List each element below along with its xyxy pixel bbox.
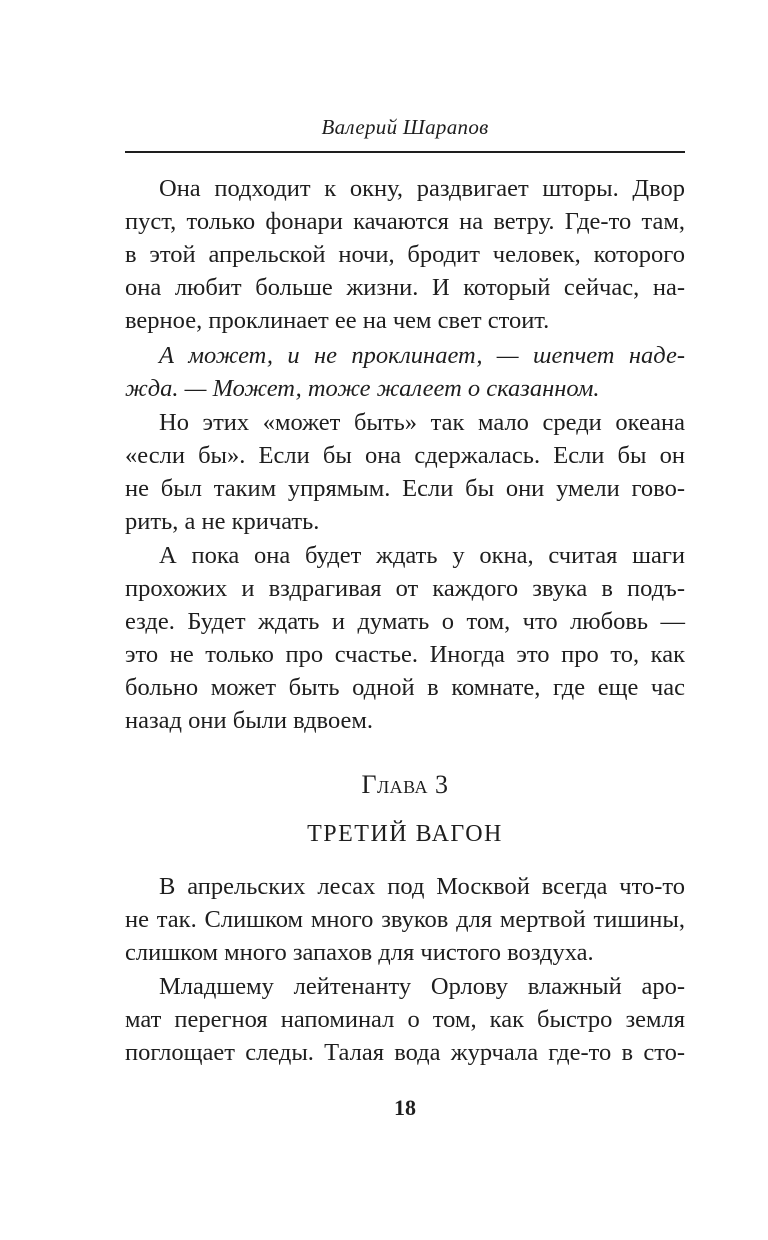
text-line: поглощает следы. Талая вода журчала где-то в сто- xyxy=(125,1039,685,1066)
text-line-italic: А может, и не проклинает, — шепчет наде- xyxy=(159,342,685,369)
text-line: Младшему лейтенанту Орлову влажный аро- xyxy=(159,973,685,1000)
text-line: не так. Слишком много звуков для мертвой тишины, xyxy=(125,906,685,933)
text-line: «если бы». Если бы она сдержалась. Если бы он xyxy=(125,442,685,469)
text-line: рить, а не кричать. xyxy=(125,508,320,535)
page-number: 18 xyxy=(394,1095,416,1120)
text-line: Но этих «может быть» так мало среди океана xyxy=(159,409,685,436)
text-line: это не только про счастье. Иногда это про то, как xyxy=(125,641,685,668)
text-line: езде. Будет ждать и думать о том, что любовь — xyxy=(125,608,685,635)
running-head-author: Валерий Шарапов xyxy=(321,115,489,139)
text-line-italic: жда. — Может, тоже жалеет о сказанном. xyxy=(125,375,600,402)
text-line: не был таким упрямым. Если бы они умели гово- xyxy=(125,475,685,502)
text-line: в этой апрельской ночи, бродит человек, которого xyxy=(125,241,685,268)
chapter-label: Глава 3 xyxy=(361,770,449,799)
text-line: слишком много запахов для чистого воздуха. xyxy=(125,939,594,966)
text-line: назад они были вдвоем. xyxy=(125,707,373,734)
header-rule xyxy=(125,151,685,153)
text-line: Она подходит к окну, раздвигает шторы. Двор xyxy=(159,175,685,202)
text-line: верное, проклинает ее на чем свет стоит. xyxy=(125,307,550,334)
text-line: прохожих и вздрагивая от каждого звука в подъ- xyxy=(125,575,685,602)
text-line: В апрельских лесах под Москвой всегда что-то xyxy=(159,873,685,900)
text-line: А пока она будет ждать у окна, считая шаги xyxy=(159,542,685,569)
chapter-title: ТРЕТИЙ ВАГОН xyxy=(307,821,503,847)
text-line: мат перегноя напоминал о том, как быстро земля xyxy=(125,1006,685,1033)
text-line: больно может быть одной в комнате, где еще час xyxy=(125,674,685,701)
text-line: она любит больше жизни. И который сейчас, на- xyxy=(125,274,685,301)
text-line: пуст, только фонари качаются на ветру. Где-то там, xyxy=(125,208,685,235)
